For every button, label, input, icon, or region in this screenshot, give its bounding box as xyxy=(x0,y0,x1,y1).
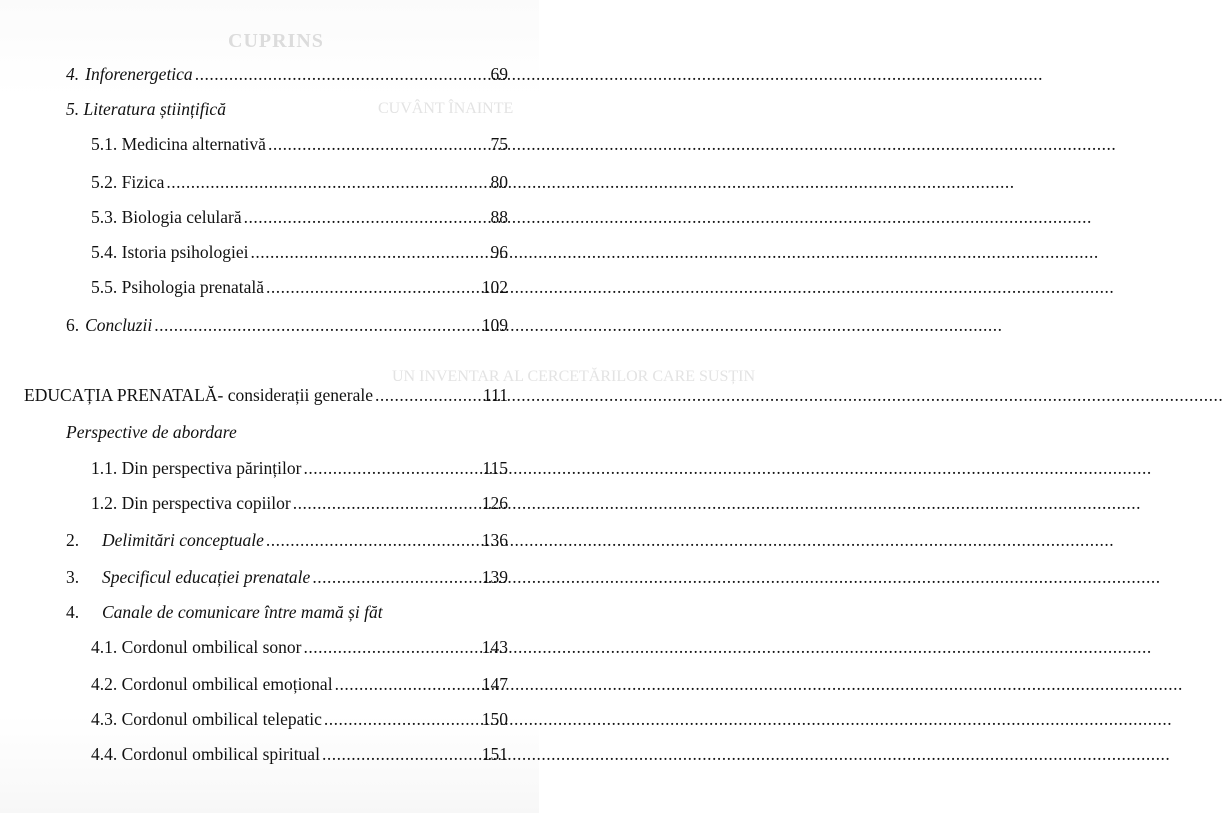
toc-entry-title: 5.2. Fizica xyxy=(91,172,165,192)
toc-entry-title: 4.2. Cordonul ombilical emoțional xyxy=(91,674,333,694)
toc-entry-number: 5. xyxy=(66,99,80,119)
toc-entry xyxy=(91,635,508,659)
leader-dots xyxy=(322,742,480,766)
leader-dots xyxy=(244,205,489,229)
toc-page-number: 147 xyxy=(481,674,508,694)
toc-entry-number: 2. xyxy=(66,530,80,550)
toc-page-number: 111 xyxy=(483,385,508,405)
leader-dots xyxy=(266,528,480,552)
toc-entry-title: 4.4. Cordonul ombilical spiritual xyxy=(91,744,320,764)
toc-chapter-title: EDUCAȚIA PRENATALĂ- considerații generale xyxy=(24,385,374,405)
bleed-through-title: CUPRINS xyxy=(228,30,324,52)
toc-page-number: 150 xyxy=(481,709,508,729)
toc-entry xyxy=(66,528,508,552)
toc-entry xyxy=(91,491,508,515)
toc-page-number: 109 xyxy=(481,315,508,335)
toc-entry-number: 4. xyxy=(66,602,80,622)
toc-entry-title: 4.1. Cordonul ombilical sonor xyxy=(91,637,302,657)
leader-dots xyxy=(195,62,489,86)
toc-entry-title: 5.1. Medicina alternativă xyxy=(91,134,266,154)
toc-entry xyxy=(91,170,508,194)
toc-chapter-entry xyxy=(24,383,508,407)
toc-entry-title: 5.3. Biologia celulară xyxy=(91,207,242,227)
toc-entry xyxy=(91,275,508,299)
toc-entry xyxy=(91,707,508,731)
toc-page-number: 69 xyxy=(490,64,508,84)
toc-entry-title: 4.3. Cordonul ombilical telepatic xyxy=(91,709,322,729)
toc-entry xyxy=(91,672,508,696)
toc-entry-title: Concluzii xyxy=(85,315,153,335)
toc-page-number: 75 xyxy=(490,134,508,154)
bleed-through-text: UN INVENTAR AL CERCETĂRILOR CARE SUSȚIN xyxy=(392,368,756,385)
toc-entry xyxy=(66,62,508,86)
toc-entry-number: 6. xyxy=(66,315,80,335)
toc-entry xyxy=(91,132,508,156)
toc-entry-title: Canale de comunicare între mamă și făt xyxy=(102,602,383,622)
toc-page-number: 136 xyxy=(481,530,508,550)
leader-dots xyxy=(268,132,489,156)
toc-section-heading xyxy=(66,600,508,624)
leader-dots xyxy=(303,635,479,659)
toc-entry xyxy=(66,565,508,589)
toc-entry-number: 4. xyxy=(66,64,80,84)
leader-dots xyxy=(335,672,480,696)
leader-dots xyxy=(166,170,488,194)
toc-entry-title: Specificul educației prenatale xyxy=(102,567,311,587)
toc-page-number: 80 xyxy=(490,172,508,192)
toc-entry-number: 3. xyxy=(66,567,80,587)
leader-dots xyxy=(293,491,480,515)
toc-entry-title: Literatura științifică xyxy=(83,99,226,119)
toc-section-heading: Perspective de abordare xyxy=(66,422,237,442)
toc-page-number: 88 xyxy=(490,207,508,227)
leader-dots xyxy=(250,240,488,264)
toc-entry xyxy=(91,742,508,766)
toc-entry xyxy=(91,456,508,480)
leader-dots xyxy=(324,707,480,731)
toc-page-number: 139 xyxy=(481,567,508,587)
toc-entry xyxy=(66,313,508,337)
toc-entry-title: 1.2. Din perspectiva copiilor xyxy=(91,493,291,513)
toc-page-number: 102 xyxy=(481,277,508,297)
toc-page-number: 96 xyxy=(490,242,508,262)
toc-entry-title: Inforenergetica xyxy=(85,64,193,84)
toc-entry xyxy=(91,205,508,229)
toc-entry-title: 5.5. Psihologia prenatală xyxy=(91,277,265,297)
toc-entry-title: Delimitări conceptuale xyxy=(102,530,264,550)
leader-dots xyxy=(312,565,479,589)
toc-entry xyxy=(91,240,508,264)
leader-dots xyxy=(266,275,480,299)
toc-entry-title: 1.1. Din perspectiva părinților xyxy=(91,458,302,478)
toc-page-number: 126 xyxy=(481,493,508,513)
leader-dots xyxy=(375,383,481,407)
toc-page-number: 115 xyxy=(482,458,508,478)
toc-page-number: 143 xyxy=(481,637,508,657)
leader-dots xyxy=(303,456,480,480)
toc-section-heading xyxy=(66,97,226,121)
toc-entry-title: 5.4. Istoria psihologiei xyxy=(91,242,249,262)
bleed-through-text: CUVÂNT ÎNAINTE xyxy=(378,100,514,117)
toc-page-number: 151 xyxy=(481,744,508,764)
leader-dots xyxy=(154,313,480,337)
